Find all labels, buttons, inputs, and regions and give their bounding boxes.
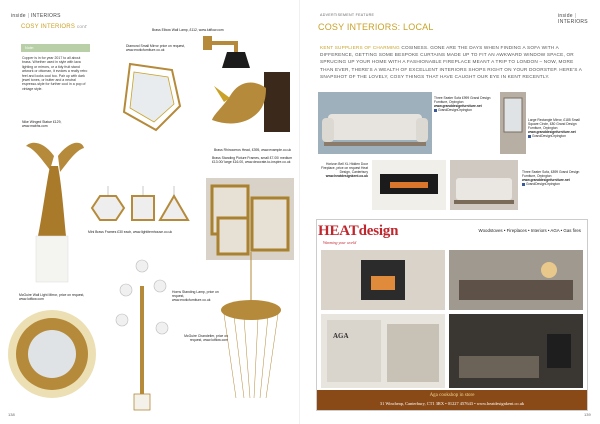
- mirror-room-photo: [500, 92, 526, 154]
- advert-product-menu: Woodstoves • Fireplaces • Interiors • AGA • Gas fires: [478, 228, 581, 233]
- advert-footer-banner: [317, 390, 587, 410]
- caption-brass-wall-lamp: Brass Elbow Wall Lamp, £112, www.lutflow.com: [152, 28, 224, 32]
- running-head-right: inside | INTERIORS: [558, 13, 588, 25]
- brass-frames-image: [86, 186, 198, 230]
- advert-address: 31 Wincheap, Canterbury, CT1 3RX • 01227 457643 • www.heatdesignkent.co.uk: [379, 401, 525, 406]
- caption-mirror-room: Large Rectangle Mirror, £185 Small Square Circle, £80 Grand Design Furniture, Orpington www.granddesignfurniture.net GrandDesignOrpington: [528, 118, 580, 138]
- advert-photo-aga-kitchen: [321, 314, 445, 388]
- fireplace-photo: [372, 160, 446, 210]
- caption-winged-statue: Nike Winged Statue £129, www.mabhs.com: [22, 120, 62, 129]
- intro-paragraph: KENT SUPPLIERS OF CHARMING COSINESS. GONE ARE THE DAYS WHEN FINDING A SOFA WITH A DIFFERENCE, GETTING SOME BESPOKE CURTAINS MADE UP TO FIT AN AWKWARD WINDOW SPACE, OR SPRUCING UP YOUR HOME WITH A FASHIONABLE FIREPLACE MEANT A TRIP TO LONDON – NOW, MORE THAN EVER, THERE'S A WEALTH OF EXCELLENT INTERIORS SHOPS RIGHT ON YOUR DOORSTEP. HERE'S A SNAPSHOT OF THE LOVELY, COSY THINGS THAT HAVE CAUGHT OUR EYE IN KENT RECENTLY.: [320, 45, 582, 79]
- aga-cookshop-title: Aga cookshop in store: [429, 393, 475, 398]
- heat-design-logo: HEATdesign: [318, 223, 399, 239]
- rhino-head-image: [210, 68, 292, 138]
- caption-fireplace: Horizon Bell XL Hidden Door Fireplace, price on request Heat Design, Canterbury www.heatdesignkent.co.uk: [321, 162, 368, 178]
- caption-diamond-mirror: Diamond Small Mirror price on request, www.exoticfurniture.co.uk: [126, 44, 185, 53]
- note-heading: Note:: [21, 44, 90, 52]
- caption-rhino-head: Brass Rhinoceros Head, £395, www.example.co.uk: [214, 148, 292, 152]
- aga-logo: AGA: [333, 332, 349, 340]
- caption-wall-light-mirror: McGuire Wall Light Mirror, price on request, www.lutflow.com: [19, 293, 85, 302]
- advert-photo-fireplace-room: [321, 250, 445, 310]
- diamond-mirror-image: [118, 62, 184, 132]
- heat-design-advert[interactable]: [316, 219, 588, 411]
- caption-brass-frames: Mini Brass Frames £30 each, www.lightitemhouse.co.uk: [88, 230, 173, 234]
- caption-picture-frames: Brass Standing Picture Frames, small £7.00/ medium £13.00/ large £16.00, www.decorate-to-inspire.co.uk: [212, 156, 293, 165]
- wall-light-mirror-image: [6, 306, 100, 400]
- caption-sofa-b: Three Seater Sofa, £899 Grand Design Furniture, Orpington www.granddesignfurniture.net GrandDesignOrpington: [522, 170, 580, 186]
- picture-frames-image: [206, 178, 294, 260]
- sofa-b-photo: [450, 160, 518, 210]
- chandelier-image: [214, 252, 288, 402]
- advert-photo-living-room: [449, 250, 583, 310]
- caption-sofa-a: Three Seater Sofa £999 Grand Design Furniture, Orpington www.granddesignfurniture.net GrandDesignOrpington: [434, 96, 491, 112]
- winged-statue-image: [24, 136, 86, 286]
- running-head-left: inside | INTERIORS: [11, 13, 61, 19]
- note-text: Copper is in for year 2017 to all about brass. Whether used in style with lava lighting or mirrors, or a tidy fruit stand artwork or ottoman, it evokes a really retro feel and looks cool too. Pair up with dark jewel tones, or butter and a neutral espresso-style for further cool in a pop of vintage style.: [22, 56, 88, 91]
- floor-lamp-image: [112, 256, 174, 412]
- caption-chandelier: McGuire Chandelier, price on request, www.lutflow.com: [184, 334, 228, 343]
- page-title-left: COSY INTERIORS cont': [21, 24, 88, 30]
- page-title-right: COSY INTERIORS: LOCAL: [318, 22, 434, 32]
- caption-floor-lamp: Horns Standing Lamp, price on request, www.exoticfurniture.co.uk: [172, 290, 219, 303]
- advert-photo-woodstove-lounge: [449, 314, 583, 388]
- heat-design-tagline: Warming your world: [323, 240, 357, 245]
- advertisement-label: ADVERTISEMENT FEATURE: [320, 13, 375, 17]
- sofa-a-photo: [318, 92, 432, 154]
- page-number-left: 138: [8, 412, 15, 417]
- page-number-right: 139: [584, 412, 591, 417]
